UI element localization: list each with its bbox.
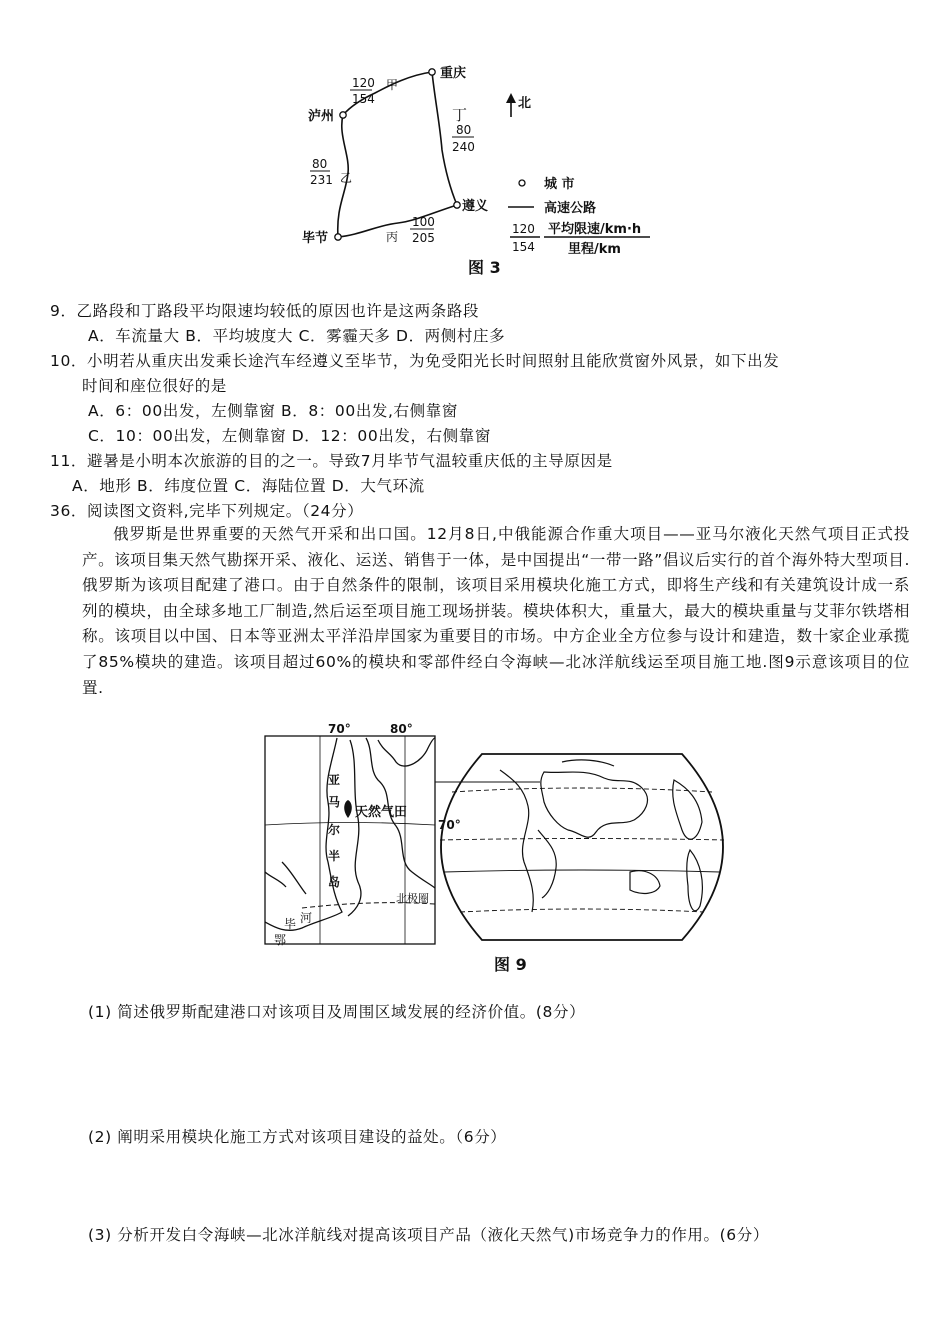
- q36-sub1: (1) 简述俄罗斯配建港口对该项目及周围区域发展的经济价值。(8分）: [88, 1003, 586, 1021]
- label-gas-field: 天然气田: [355, 805, 408, 820]
- highway-ding: [432, 72, 457, 205]
- figure-3-caption: 图 3: [468, 258, 501, 277]
- q10-options-1: A．6：00出发，左侧靠窗 B．8：00出发,右侧靠窗: [88, 402, 458, 420]
- label-lon-80: 80°: [390, 722, 413, 736]
- city-luzhou-dot: [340, 112, 346, 118]
- legend-frac-top: 120: [512, 222, 535, 236]
- q36-stem: 36．阅读图文资料,完毕下列规定。（24分）: [50, 502, 364, 520]
- gas-field-marker: [344, 800, 352, 818]
- north-label: 北: [518, 96, 532, 111]
- city-zunyi-dot: [454, 202, 460, 208]
- bing-speed: 100: [412, 215, 435, 229]
- segment-bing-label: 丙: [386, 230, 399, 244]
- jia-speed: 120: [352, 76, 375, 90]
- q9-stem: 9．乙路段和丁路段平均限速均较低的原因也许是这两条路段: [50, 302, 480, 320]
- figure-9-caption: 图 9: [494, 955, 527, 974]
- legend-city-dot: [519, 180, 525, 186]
- q36-sub2: (2) 阐明采用模块化施工方式对该项目建设的益处。（6分）: [88, 1128, 507, 1146]
- yi-distance: 231: [310, 173, 333, 187]
- figure-9-map: [262, 722, 758, 980]
- label-peninsula-5: 岛: [328, 875, 341, 889]
- q36-passage: 俄罗斯是世界重要的天然气开采和出口国。12月8日,中俄能源合作重大项目——亚马尔液化天然气项目正式投产。该项目集天然气勘探开采、液化、运送、销售于一体，是中国提出“一带一路”倡议后实行的首个海外特大型项目.俄罗斯为该项目配建了港口。由于自然条件的限制，该项目采用模块化施工方式，即将生产线和有关建筑设计成一系列的模块，由全球多地工厂制造,然后运至项目施工现场拼装。模块体积大，重量大，最大的模块重量与艾菲尔铁塔相称。该项目以中国、日本等亚洲太平洋沿岸国家为重要目的市场。中方企业全方位参与设计和建造，数十家企业承揽了85%模块的建造。该项目超过60%的模块和零部件经白令海峡—北冰洋航线运至项目施工地.图9示意该项目的位置.: [82, 525, 910, 697]
- jia-distance: 154: [352, 92, 375, 106]
- legend-city: 城 市: [544, 177, 575, 192]
- segment-jia-label: 甲: [386, 78, 399, 92]
- label-e: 鄂: [274, 933, 287, 947]
- q9-options: A．车流量大 B．平均坡度大 C．雾霾天多 D．两侧村庄多: [88, 327, 506, 345]
- inset-map: [265, 736, 435, 944]
- city-chongqing-dot: [429, 69, 435, 75]
- segment-yi-label: 乙: [340, 171, 353, 185]
- city-luzhou: 泸州: [308, 109, 335, 124]
- figure-3-road-map: [300, 55, 660, 285]
- label-bi: 毕: [284, 917, 297, 931]
- label-arctic-circle: 北极圈: [396, 892, 429, 905]
- city-bijie-dot: [335, 234, 341, 240]
- label-lon-70: 70°: [328, 722, 351, 736]
- q11-options: A．地形 B．纬度位置 C．海陆位置 D．大气环流: [72, 477, 425, 495]
- ding-distance: 240: [452, 140, 475, 154]
- yi-speed: 80: [312, 157, 328, 171]
- q10-stem-2: 时间和座位很好的是: [82, 377, 227, 395]
- label-peninsula-3: 尔: [328, 823, 341, 837]
- label-peninsula-2: 马: [328, 795, 341, 809]
- city-bijie: 毕节: [302, 231, 329, 246]
- legend-distance: 里程/km: [568, 242, 621, 257]
- ding-speed: 80: [456, 123, 472, 137]
- city-zunyi: 遵义: [462, 199, 489, 214]
- legend-frac-bottom: 154: [512, 240, 535, 254]
- q10-stem-1: 10．小明若从重庆出发乘长途汽车经遵义至毕节，为免受阳光长时间照射且能欣赏窗外风景，如下出发: [50, 352, 780, 370]
- bing-distance: 205: [412, 231, 435, 245]
- q36-sub3: (3) 分析开发白令海峡—北冰洋航线对提高该项目产品（液化天然气)市场竞争力的作用。(6分）: [88, 1226, 769, 1244]
- city-chongqing: 重庆: [440, 66, 467, 81]
- label-river: 河: [300, 911, 313, 925]
- legend-speed: 平均限速/km·h: [548, 222, 642, 237]
- label-peninsula-4: 半: [328, 849, 341, 863]
- label-peninsula-1: 亚: [328, 773, 341, 787]
- segment-ding-label: 丁: [452, 106, 468, 124]
- label-lat-70: 70°: [438, 818, 461, 832]
- q11-stem: 11．避暑是小明本次旅游的目的之一。导致7月毕节气温较重庆低的主导原因是: [50, 452, 613, 470]
- q10-options-2: C．10：00出发，左侧靠窗 D．12：00出发，右侧靠窗: [88, 427, 491, 445]
- legend-highway: 高速公路: [544, 201, 597, 216]
